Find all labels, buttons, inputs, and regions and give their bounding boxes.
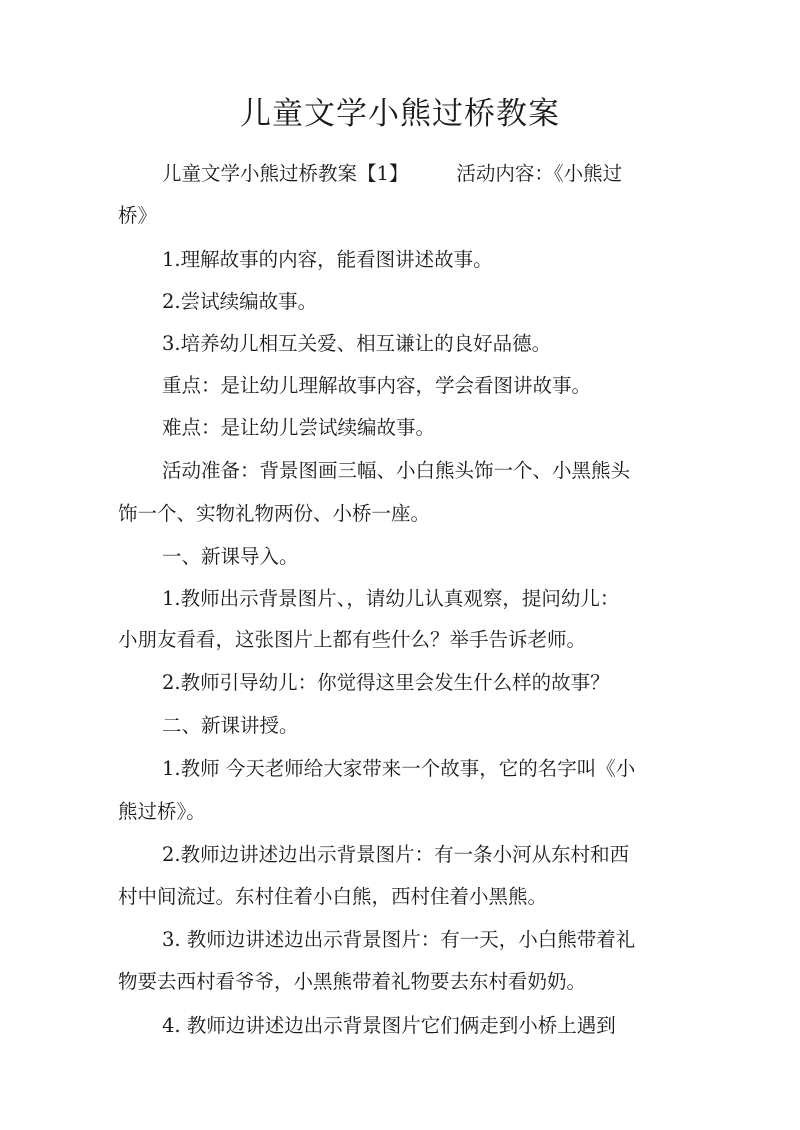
paragraph-line: 1.理解故事的内容，能看图讲述故事。 — [162, 248, 493, 271]
document-title: 儿童文学小熊过桥教案 — [240, 96, 560, 132]
paragraph-line: 2.尝试续编故事。 — [162, 290, 318, 313]
paragraph-line: 3. 教师边讲述边出示背景图片：有一天，小白熊带着礼 — [162, 928, 636, 951]
paragraph-line: 难点：是让幼儿尝试续编故事。 — [162, 416, 436, 439]
paragraph-line: 小朋友看看，这张图片上都有些什么？举手告诉老师。 — [118, 628, 587, 651]
paragraph-line: 村中间流过。东村住着小白熊，西村住着小黑熊。 — [118, 885, 548, 908]
paragraph-line: 活动准备：背景图画三幅、小白熊头饰一个、小黑熊头 — [162, 459, 631, 482]
paragraph-line: 1.教师 今天老师给大家带来一个故事，它的名字叫《小 — [162, 757, 636, 780]
paragraph-line: 2.教师边讲述边出示背景图片：有一条小河从东村和西 — [162, 843, 630, 866]
paragraph-line: 二、新课讲授。 — [162, 714, 299, 737]
paragraph-line: 饰一个、实物礼物两份、小桥一座。 — [118, 502, 431, 525]
paragraph-line: 一、新课导入。 — [162, 545, 299, 568]
paragraph-line: 3.培养幼儿相互关爱、相互谦让的良好品德。 — [162, 332, 552, 355]
paragraph-line: 2.教师引导幼儿：你觉得这里会发生什么样的故事？ — [162, 671, 610, 694]
paragraph-line: 桥》 — [118, 204, 158, 227]
activity-content-label: 活动内容：《小熊过 — [456, 162, 623, 185]
paragraph-line: 熊过桥》。 — [118, 800, 206, 823]
paragraph-line — [162, 154, 688, 194]
paragraph-line: 物要去西村看爷爷，小黑熊带着礼物要去东村看奶奶。 — [118, 970, 587, 993]
paragraph-line: 4. 教师边讲述边出示背景图片它们俩走到小桥上遇到 — [162, 1014, 616, 1037]
paragraph-line: 重点：是让幼儿理解故事内容，学会看图讲故事。 — [162, 374, 592, 397]
lesson-heading: 儿童文学小熊过桥教案【1】 — [162, 162, 409, 185]
paragraph-line: 1.教师出示背景图片、，请幼儿认真观察，提问幼儿： — [162, 587, 620, 610]
